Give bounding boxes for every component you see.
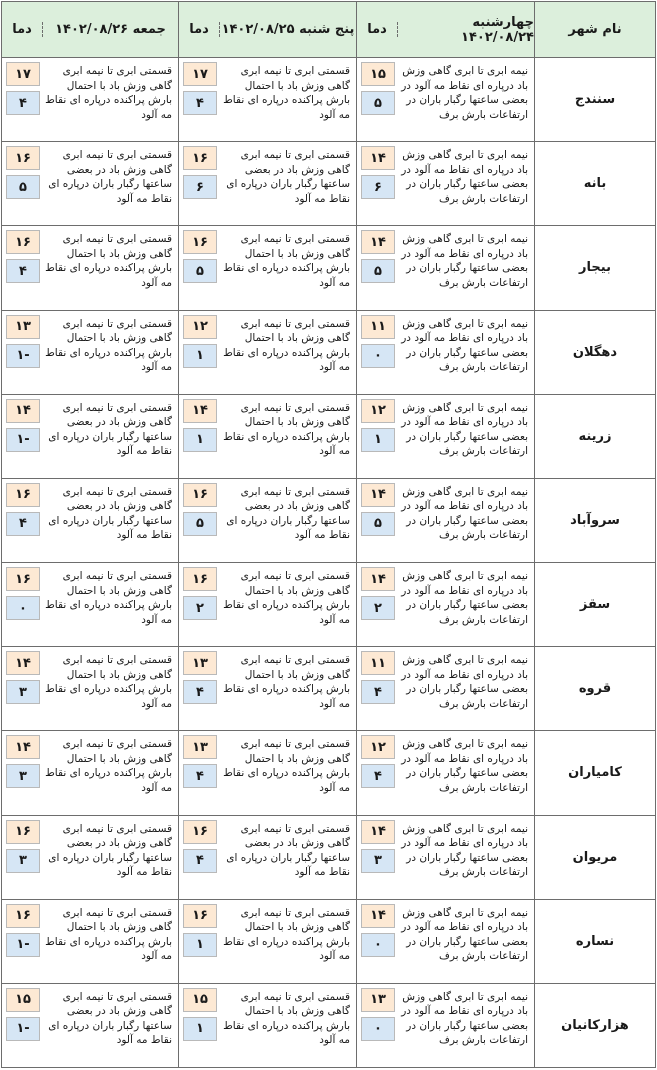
max-temperature: ۱۶	[183, 230, 217, 254]
forecast-description: نیمه ابری تا ابری گاهی وزش باد درپاره ای نقاط مه آلود در بعضی ساعتها رگبار باران در ارتفاعات بارش برف	[401, 822, 528, 879]
max-temperature: ۱۳	[6, 315, 40, 339]
day-cell	[2, 816, 178, 899]
temperature-box	[183, 311, 217, 394]
temperature-box	[6, 900, 40, 983]
day-cell	[356, 731, 534, 814]
max-temperature: ۱۴	[361, 146, 395, 170]
min-temperature: ۵	[361, 512, 395, 536]
max-temperature: ۱۲	[361, 399, 395, 423]
forecast-description: نیمه ابری تا ابری گاهی وزش باد درپاره ای نقاط مه آلود در بعضی ساعتها رگبار باران در ارتفاعات بارش برف	[401, 990, 528, 1047]
min-temperature: ۳	[6, 849, 40, 873]
forecast-description: قسمتی ابری تا نیمه ابری گاهی وزش باد با احتمال بارش پراکنده درپاره ای نقاط مه آلود	[45, 738, 172, 794]
min-temperature: ۰	[6, 596, 40, 620]
city-name: قروه	[534, 647, 655, 730]
day-cell	[2, 395, 178, 478]
temperature-box	[183, 647, 217, 730]
max-temperature: ۱۶	[6, 230, 40, 254]
table-row	[2, 311, 655, 395]
day-cell	[356, 479, 534, 562]
temperature-box	[361, 731, 395, 814]
table-row	[2, 142, 655, 226]
min-temperature: ۱	[183, 933, 217, 957]
city-name: سقز	[534, 563, 655, 646]
max-temperature: ۱۶	[183, 820, 217, 844]
table-row	[2, 395, 655, 479]
temperature-box	[183, 900, 217, 983]
min-temperature: ۳	[6, 680, 40, 704]
city-column-header: نام شهر	[534, 2, 655, 58]
forecast-description: قسمتی ابری تا نیمه ابری گاهی وزش باد با احتمال بارش پراکنده درپاره ای نقاط مه آلود	[45, 906, 172, 963]
min-temperature: -۱	[6, 428, 40, 452]
min-temperature: ۱	[183, 428, 217, 452]
temperature-box	[361, 900, 395, 983]
min-temperature: ۴	[183, 764, 217, 788]
max-temperature: ۱۴	[361, 567, 395, 591]
temperature-box	[361, 647, 395, 730]
forecast-description: قسمتی ابری تا نیمه ابری گاهی وزش باد با احتمال بارش پراکنده درپاره ای نقاط مه آلود	[45, 233, 172, 289]
forecast-description: قسمتی ابری تا نیمه ابری گاهی وزش باد با احتمال بارش پراکنده درپاره ای نقاط مه آلود	[45, 65, 172, 121]
temperature-box	[6, 984, 40, 1067]
temperature-box	[6, 226, 40, 309]
min-temperature: ۴	[361, 680, 395, 704]
max-temperature: ۱۴	[6, 399, 40, 423]
day-cell	[2, 900, 178, 983]
forecast-description: قسمتی ابری تا نیمه ابری گاهی وزش باد با احتمال بارش پراکنده درپاره ای نقاط مه آلود	[223, 570, 350, 626]
day-label: چهارشنبه ۱۴۰۲/۰۸/۲۴	[461, 14, 534, 45]
temperature-box	[6, 58, 40, 141]
day-cell	[356, 311, 534, 394]
day-cell	[2, 311, 178, 394]
max-temperature: ۱۶	[6, 146, 40, 170]
table-row	[2, 226, 655, 310]
max-temperature: ۱۶	[183, 483, 217, 507]
temperature-box	[361, 226, 395, 309]
temperature-box	[183, 479, 217, 562]
min-temperature: ۵	[183, 259, 217, 283]
city-name: سنندج	[534, 58, 655, 141]
day-cell	[178, 984, 356, 1067]
day-cell	[178, 731, 356, 814]
temperature-box	[361, 142, 395, 225]
temperature-box	[183, 731, 217, 814]
forecast-description: نیمه ابری تا ابری گاهی وزش باد درپاره ای نقاط مه آلود در بعضی ساعتها رگبار باران در ارتفاعات بارش برف	[401, 401, 528, 458]
day-cell	[2, 58, 178, 141]
day-cell	[2, 563, 178, 646]
max-temperature: ۱۶	[183, 146, 217, 170]
forecast-description: نیمه ابری تا ابری گاهی وزش باد درپاره ای نقاط مه آلود در بعضی ساعتها رگبار باران در ارتفاعات بارش برف	[401, 233, 528, 289]
day-cell	[178, 479, 356, 562]
forecast-description: نیمه ابری تا ابری گاهی وزش باد درپاره ای نقاط مه آلود در بعضی ساعتها رگبار باران در ارتفاعات بارش برف	[401, 317, 528, 374]
forecast-description: قسمتی ابری تا نیمه ابری گاهی وزش باد در بعضی ساعتها رگبار باران درپاره ای نقاط مه آلود	[48, 485, 172, 542]
temperature-box	[6, 395, 40, 478]
temperature-box	[183, 58, 217, 141]
min-temperature: ۴	[183, 91, 217, 115]
temperature-box	[183, 226, 217, 309]
min-temperature: -۱	[6, 1017, 40, 1041]
day-cell	[356, 647, 534, 730]
day-cell	[2, 479, 178, 562]
forecast-description: قسمتی ابری تا نیمه ابری گاهی وزش باد با احتمال بارش پراکنده درپاره ای نقاط مه آلود	[45, 570, 172, 626]
table-row	[2, 58, 655, 142]
max-temperature: ۱۴	[361, 230, 395, 254]
day-cell	[178, 816, 356, 899]
forecast-description: قسمتی ابری تا نیمه ابری گاهی وزش باد با احتمال بارش پراکنده درپاره ای نقاط مه آلود	[223, 654, 350, 710]
day-header	[178, 2, 356, 58]
day-cell	[356, 984, 534, 1067]
min-temperature: ۶	[361, 175, 395, 199]
forecast-description: قسمتی ابری تا نیمه ابری گاهی وزش باد در بعضی ساعتها رگبار باران درپاره ای نقاط مه آلود	[48, 990, 172, 1047]
forecast-description: قسمتی ابری تا نیمه ابری گاهی وزش باد در بعضی ساعتها رگبار باران درپاره ای نقاط مه آلود	[48, 149, 172, 205]
max-temperature: ۱۳	[183, 651, 217, 675]
min-temperature: ۱	[183, 1017, 217, 1041]
temperature-box	[361, 816, 395, 899]
forecast-description: قسمتی ابری تا نیمه ابری گاهی وزش باد با احتمال بارش پراکنده درپاره ای نقاط مه آلود	[223, 233, 350, 289]
day-cell	[2, 647, 178, 730]
temperature-box	[6, 647, 40, 730]
min-temperature: -۱	[6, 344, 40, 368]
forecast-description: قسمتی ابری تا نیمه ابری گاهی وزش باد با احتمال بارش پراکنده درپاره ای نقاط مه آلود	[223, 65, 350, 121]
day-cell	[356, 900, 534, 983]
max-temperature: ۱۴	[6, 651, 40, 675]
day-cell	[178, 395, 356, 478]
day-cell	[356, 226, 534, 309]
forecast-table	[1, 1, 656, 1068]
day-header	[2, 2, 178, 58]
day-cell	[178, 311, 356, 394]
temp-label: دما	[2, 22, 43, 37]
min-temperature: ۵	[183, 512, 217, 536]
temperature-box	[183, 984, 217, 1067]
day-cell	[2, 984, 178, 1067]
max-temperature: ۱۴	[361, 904, 395, 928]
temperature-box	[183, 142, 217, 225]
max-temperature: ۱۶	[6, 820, 40, 844]
day-label: جمعه ۱۴۰۲/۰۸/۲۶	[55, 22, 166, 37]
temperature-box	[361, 311, 395, 394]
forecast-description: قسمتی ابری تا نیمه ابری گاهی وزش باد با احتمال بارش پراکنده درپاره ای نقاط مه آلود	[223, 738, 350, 794]
forecast-description: قسمتی ابری تا نیمه ابری گاهی وزش باد در بعضی ساعتها رگبار باران درپاره ای نقاط مه آلود	[226, 485, 350, 542]
temperature-box	[361, 395, 395, 478]
max-temperature: ۱۶	[183, 567, 217, 591]
city-name: هزارکانیان	[534, 984, 655, 1067]
forecast-description: نیمه ابری تا ابری گاهی وزش باد درپاره ای نقاط مه آلود در بعضی ساعتها رگبار باران در ارتفاعات بارش برف	[401, 570, 528, 626]
min-temperature: -۱	[6, 933, 40, 957]
day-cell	[2, 142, 178, 225]
day-cell	[178, 58, 356, 141]
day-cell	[356, 816, 534, 899]
min-temperature: ۴	[6, 512, 40, 536]
forecast-description: نیمه ابری تا ابری گاهی وزش باد درپاره ای نقاط مه آلود در بعضی ساعتها رگبار باران در ارتفاعات بارش برف	[401, 65, 528, 121]
max-temperature: ۱۶	[6, 483, 40, 507]
day-cell	[356, 142, 534, 225]
temperature-box	[6, 563, 40, 646]
max-temperature: ۱۶	[6, 904, 40, 928]
min-temperature: ۳	[361, 849, 395, 873]
min-temperature: ۴	[361, 764, 395, 788]
forecast-description: نیمه ابری تا ابری گاهی وزش باد درپاره ای نقاط مه آلود در بعضی ساعتها رگبار باران در ارتفاعات بارش برف	[401, 906, 528, 963]
temperature-box	[6, 479, 40, 562]
max-temperature: ۱۵	[6, 988, 40, 1012]
forecast-description: نیمه ابری تا ابری گاهی وزش باد درپاره ای نقاط مه آلود در بعضی ساعتها رگبار باران در ارتفاعات بارش برف	[401, 485, 528, 542]
min-temperature: ۵	[361, 91, 395, 115]
table-row	[2, 731, 655, 815]
forecast-description: قسمتی ابری تا نیمه ابری گاهی وزش باد در بعضی ساعتها رگبار باران درپاره ای نقاط مه آلود	[48, 401, 172, 458]
temperature-box	[361, 563, 395, 646]
temp-label: دما	[357, 22, 398, 37]
temperature-box	[361, 984, 395, 1067]
max-temperature: ۱۵	[183, 988, 217, 1012]
temperature-box	[6, 142, 40, 225]
min-temperature: ۶	[183, 175, 217, 199]
forecast-description: قسمتی ابری تا نیمه ابری گاهی وزش باد با احتمال بارش پراکنده درپاره ای نقاط مه آلود	[45, 317, 172, 374]
min-temperature: ۴	[183, 849, 217, 873]
temperature-box	[183, 395, 217, 478]
temperature-box	[6, 816, 40, 899]
forecast-description: قسمتی ابری تا نیمه ابری گاهی وزش باد با احتمال بارش پراکنده درپاره ای نقاط مه آلود	[223, 906, 350, 963]
max-temperature: ۱۵	[361, 62, 395, 86]
table-header	[2, 2, 655, 58]
max-temperature: ۱۱	[361, 315, 395, 339]
table-row	[2, 647, 655, 731]
min-temperature: ۲	[183, 596, 217, 620]
temperature-box	[361, 479, 395, 562]
forecast-description: قسمتی ابری تا نیمه ابری گاهی وزش باد در بعضی ساعتها رگبار باران درپاره ای نقاط مه آلود	[226, 149, 350, 205]
min-temperature: ۵	[361, 259, 395, 283]
max-temperature: ۱۷	[6, 62, 40, 86]
temperature-box	[6, 311, 40, 394]
min-temperature: ۲	[361, 596, 395, 620]
table-row	[2, 816, 655, 900]
max-temperature: ۱۲	[183, 315, 217, 339]
max-temperature: ۱۳	[183, 735, 217, 759]
day-cell	[178, 900, 356, 983]
forecast-description: قسمتی ابری تا نیمه ابری گاهی وزش باد با احتمال بارش پراکنده درپاره ای نقاط مه آلود	[223, 990, 350, 1047]
min-temperature: ۵	[6, 175, 40, 199]
forecast-description: قسمتی ابری تا نیمه ابری گاهی وزش باد در بعضی ساعتها رگبار باران درپاره ای نقاط مه آلود	[226, 822, 350, 879]
city-name: دهگلان	[534, 311, 655, 394]
max-temperature: ۱۳	[361, 988, 395, 1012]
temperature-box	[361, 58, 395, 141]
day-cell	[2, 731, 178, 814]
min-temperature: ۱	[361, 428, 395, 452]
city-name: زرینه	[534, 395, 655, 478]
min-temperature: ۰	[361, 933, 395, 957]
max-temperature: ۱۴	[361, 483, 395, 507]
min-temperature: ۳	[6, 764, 40, 788]
forecast-description: قسمتی ابری تا نیمه ابری گاهی وزش باد در بعضی ساعتها رگبار باران درپاره ای نقاط مه آلود	[48, 822, 172, 879]
day-cell	[178, 142, 356, 225]
table-row	[2, 563, 655, 647]
min-temperature: ۰	[361, 344, 395, 368]
max-temperature: ۱۷	[183, 62, 217, 86]
max-temperature: ۱۶	[183, 904, 217, 928]
day-cell	[356, 395, 534, 478]
table-body	[2, 58, 655, 1067]
max-temperature: ۱۴	[183, 399, 217, 423]
day-cell	[178, 226, 356, 309]
table-row	[2, 984, 655, 1067]
city-name: بیجار	[534, 226, 655, 309]
day-cell	[356, 563, 534, 646]
max-temperature: ۱۴	[361, 820, 395, 844]
city-name: مریوان	[534, 816, 655, 899]
min-temperature: ۱	[183, 344, 217, 368]
temperature-box	[183, 563, 217, 646]
forecast-description: قسمتی ابری تا نیمه ابری گاهی وزش باد با احتمال بارش پراکنده درپاره ای نقاط مه آلود	[223, 317, 350, 374]
max-temperature: ۱۱	[361, 651, 395, 675]
day-cell	[178, 563, 356, 646]
city-name: کامیاران	[534, 731, 655, 814]
day-cell	[356, 58, 534, 141]
forecast-description: نیمه ابری تا ابری گاهی وزش باد درپاره ای نقاط مه آلود در بعضی ساعتها رگبار باران در ارتفاعات بارش برف	[401, 738, 528, 794]
day-cell	[2, 226, 178, 309]
forecast-description: قسمتی ابری تا نیمه ابری گاهی وزش باد با احتمال بارش پراکنده درپاره ای نقاط مه آلود	[45, 654, 172, 710]
min-temperature: ۴	[6, 91, 40, 115]
day-cell	[178, 647, 356, 730]
table-row	[2, 900, 655, 984]
min-temperature: ۰	[361, 1017, 395, 1041]
max-temperature: ۱۶	[6, 567, 40, 591]
min-temperature: ۴	[6, 259, 40, 283]
forecast-description: نیمه ابری تا ابری گاهی وزش باد درپاره ای نقاط مه آلود در بعضی ساعتها رگبار باران در ارتفاعات بارش برف	[401, 654, 528, 710]
max-temperature: ۱۴	[6, 735, 40, 759]
city-name: بانه	[534, 142, 655, 225]
day-label: پنج شنبه ۱۴۰۲/۰۸/۲۵	[221, 22, 355, 37]
forecast-description: نیمه ابری تا ابری گاهی وزش باد درپاره ای نقاط مه آلود در بعضی ساعتها رگبار باران در ارتفاعات بارش برف	[401, 149, 528, 205]
temp-label: دما	[179, 22, 220, 37]
temperature-box	[183, 816, 217, 899]
min-temperature: ۴	[183, 680, 217, 704]
temperature-box	[6, 731, 40, 814]
max-temperature: ۱۲	[361, 735, 395, 759]
table-row	[2, 479, 655, 563]
city-name: نساره	[534, 900, 655, 983]
day-header	[356, 2, 534, 58]
forecast-description: قسمتی ابری تا نیمه ابری گاهی وزش باد با احتمال بارش پراکنده درپاره ای نقاط مه آلود	[223, 401, 350, 458]
city-name: سروآباد	[534, 479, 655, 562]
